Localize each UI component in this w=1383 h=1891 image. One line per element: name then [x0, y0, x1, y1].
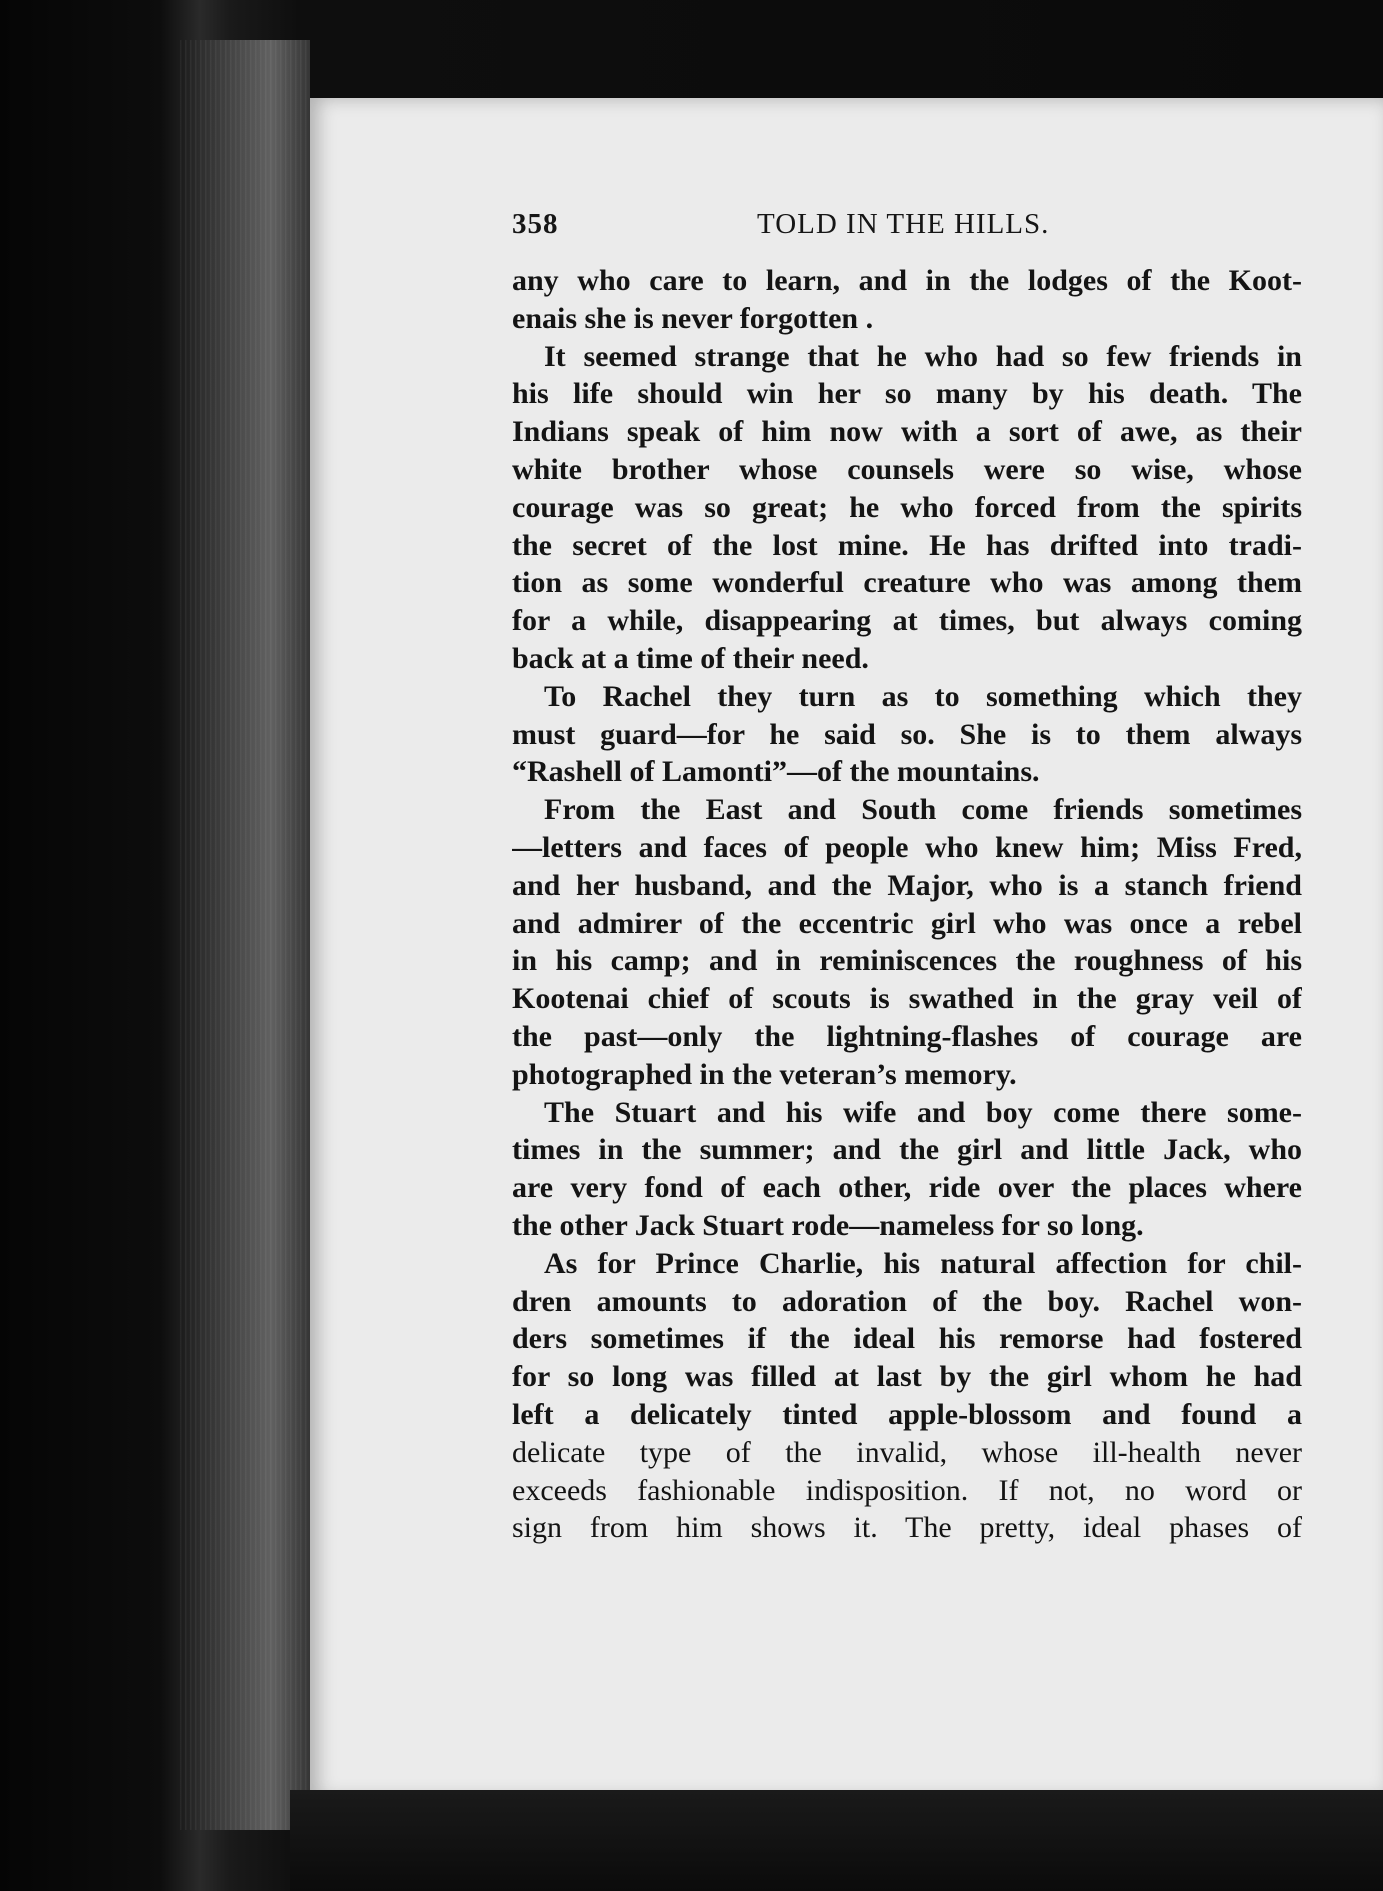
text-line: times in the summer; and the girl and little Jack, who: [512, 1133, 1302, 1167]
page-header: [512, 208, 1052, 248]
text-line: for so long was filled at last by the girl whom he had: [512, 1360, 1302, 1394]
text-line: courage was so great; he who forced from the spirits: [512, 490, 1302, 524]
text-line: It seemed strange that he who had so few friends in: [544, 339, 1302, 373]
page-number: 358: [512, 208, 559, 240]
text-line: To Rachel they turn as to something which they: [544, 679, 1302, 713]
text-line: the past—only the lightning-flashes of courage are: [512, 1019, 1302, 1053]
text-line: As for Prince Charlie, his natural affection for chil-: [544, 1246, 1302, 1280]
text-line: tion as some wonderful creature who was among them: [512, 566, 1302, 600]
text-line: his life should win her so many by his death. The: [512, 377, 1302, 411]
text-line: in his camp; and in reminiscences the roughness of his: [512, 944, 1302, 978]
text-line: are very fond of each other, ride over the places where: [512, 1171, 1302, 1205]
text-line: “Rashell of Lamonti”—of the mountains.: [512, 755, 1040, 789]
book-binding: [180, 40, 310, 1830]
body-text: [512, 262, 1302, 1547]
text-line: any who care to learn, and in the lodges of the Koot-: [512, 264, 1302, 297]
text-line: and her husband, and the Major, who is a stanch friend: [512, 868, 1302, 902]
text-line: sign from him shows it. The pretty, ideal phases of: [512, 1511, 1302, 1545]
text-line: ders sometimes if the ideal his remorse had fostered: [512, 1322, 1302, 1356]
text-line: The Stuart and his wife and boy come there some-: [544, 1095, 1302, 1129]
text-line: and admirer of the eccentric girl who was once a rebel: [512, 906, 1302, 940]
text-line: left a delicately tinted apple-blossom and found a: [512, 1397, 1302, 1431]
text-line: enais she is never forgotten .: [512, 301, 874, 335]
text-line: photographed in the veteran’s memory.: [512, 1057, 1017, 1091]
text-line: dren amounts to adoration of the boy. Rachel won-: [512, 1284, 1302, 1318]
text-line: From the East and South come friends sometimes: [544, 793, 1302, 827]
text-line: must guard—for he said so. She is to them always: [512, 717, 1302, 751]
text-line: exceeds fashionable indisposition. If not, no word or: [512, 1473, 1302, 1507]
text-line: Indians speak of him now with a sort of awe, as their: [512, 415, 1302, 449]
text-line: the other Jack Stuart rode—nameless for so long.: [512, 1208, 1144, 1242]
text-line: for a while, disappearing at times, but always coming: [512, 604, 1302, 638]
text-line: the secret of the lost mine. He has drifted into tradi-: [512, 528, 1302, 562]
scan-bottom-edge: [290, 1790, 1383, 1891]
text-line: back at a time of their need.: [512, 641, 869, 675]
text-line: white brother whose counsels were so wise, whose: [512, 452, 1302, 486]
running-title: TOLD IN THE HILLS.: [757, 208, 1050, 240]
text-line: delicate type of the invalid, whose ill-health never: [512, 1435, 1302, 1469]
text-line: —letters and faces of people who knew him; Miss Fred,: [512, 830, 1302, 864]
text-line: Kootenai chief of scouts is swathed in the gray veil of: [512, 982, 1302, 1016]
